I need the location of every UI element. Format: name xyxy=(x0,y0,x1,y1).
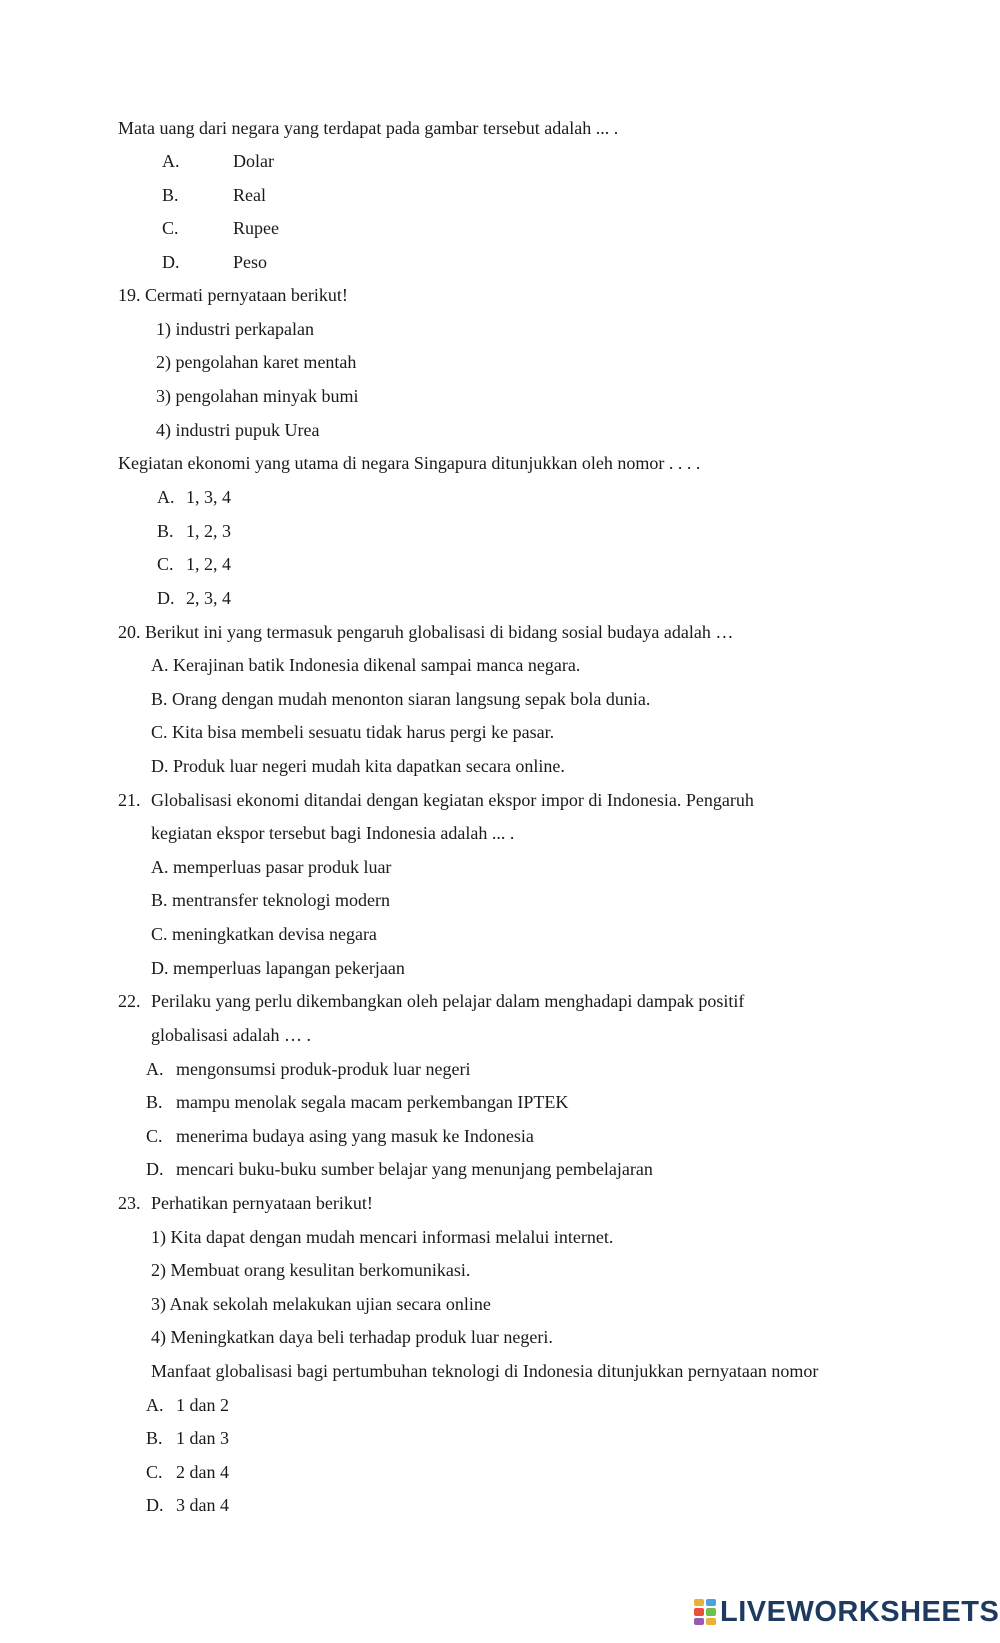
q18-option-c-text: Rupee xyxy=(233,218,279,238)
q19-statement-1: 1) industri perkapalan xyxy=(156,319,314,339)
q22-option-c-label: C. xyxy=(146,1126,163,1146)
logo-tile-5 xyxy=(694,1618,704,1625)
liveworksheets-logo-icon xyxy=(694,1599,716,1625)
q19-statement-3: 3) pengolahan minyak bumi xyxy=(156,386,359,406)
q19-statement-2: 2) pengolahan karet mentah xyxy=(156,352,357,372)
q23-statement-4: 4) Meningkatkan daya beli terhadap produk luar negeri. xyxy=(151,1327,553,1347)
q22-option-a-label: A. xyxy=(146,1059,164,1079)
q23-number: 23. xyxy=(118,1193,141,1213)
q23-option-a-label: A. xyxy=(146,1395,164,1415)
logo-tile-1 xyxy=(694,1599,704,1606)
q19-option-a-label: A. xyxy=(157,487,175,507)
q22-option-d-text: mencari buku-buku sumber belajar yang menunjang pembelajaran xyxy=(176,1159,653,1179)
logo-tile-3 xyxy=(694,1608,704,1615)
q22-number: 22. xyxy=(118,991,141,1011)
q19-option-a-text: 1, 3, 4 xyxy=(186,487,231,507)
q19-option-b-text: 1, 2, 3 xyxy=(186,521,231,541)
q18-option-a-text: Dolar xyxy=(233,151,274,171)
q18-option-c-label: C. xyxy=(162,218,179,238)
q18-option-a-label: A. xyxy=(162,151,180,171)
q23-option-b-label: B. xyxy=(146,1428,163,1448)
q19-prompt: Kegiatan ekonomi yang utama di negara Singapura ditunjukkan oleh nomor . . . . xyxy=(118,453,701,473)
q18-option-d-text: Peso xyxy=(233,252,268,272)
q20-option-b: B. Orang dengan mudah menonton siaran langsung sepak bola dunia. xyxy=(151,689,651,709)
q19-stem: 19. Cermati pernyataan berikut! xyxy=(118,285,348,305)
q21-stem-line1: Globalisasi ekonomi ditandai dengan kegiatan ekspor impor di Indonesia. Pengaruh xyxy=(151,790,754,810)
q22-option-d-label: D. xyxy=(146,1159,164,1179)
q22-option-b-label: B. xyxy=(146,1092,163,1112)
q19-option-c-text: 1, 2, 4 xyxy=(186,554,231,574)
q21-number: 21. xyxy=(118,790,141,810)
q21-option-d: D. memperluas lapangan pekerjaan xyxy=(151,958,405,978)
q20-option-a: A. Kerajinan batik Indonesia dikenal sampai manca negara. xyxy=(151,655,581,675)
q21-stem-line2: kegiatan ekspor tersebut bagi Indonesia adalah ... . xyxy=(151,823,515,843)
q23-statement-1: 1) Kita dapat dengan mudah mencari informasi melalui internet. xyxy=(151,1227,614,1247)
q20-option-c: C. Kita bisa membeli sesuatu tidak harus pergi ke pasar. xyxy=(151,722,555,742)
q18-option-d-label: D. xyxy=(162,252,180,272)
q22-option-c-text: menerima budaya asing yang masuk ke Indonesia xyxy=(176,1126,534,1146)
logo-tile-2 xyxy=(706,1599,716,1606)
q18-stem: Mata uang dari negara yang terdapat pada gambar tersebut adalah ... . xyxy=(118,118,619,138)
q19-statement-4: 4) industri pupuk Urea xyxy=(156,420,320,440)
q22-stem-line2: globalisasi adalah … . xyxy=(151,1025,311,1045)
q23-statement-2: 2) Membuat orang kesulitan berkomunikasi. xyxy=(151,1260,471,1280)
liveworksheets-logo-text: LIVEWORKSHEETS xyxy=(720,1595,1000,1628)
q23-option-d-text: 3 dan 4 xyxy=(176,1495,229,1515)
q23-option-b-text: 1 dan 3 xyxy=(176,1428,229,1448)
q23-prompt: Manfaat globalisasi bagi pertumbuhan teknologi di Indonesia ditunjukkan pernyataan nomor xyxy=(151,1361,819,1381)
logo-tile-6 xyxy=(706,1618,716,1625)
q19-option-d-text: 2, 3, 4 xyxy=(186,588,231,608)
q22-option-b-text: mampu menolak segala macam perkembangan IPTEK xyxy=(176,1092,569,1112)
q19-option-b-label: B. xyxy=(157,521,174,541)
q22-stem-line1: Perilaku yang perlu dikembangkan oleh pelajar dalam menghadapi dampak positif xyxy=(151,991,745,1011)
q23-option-a-text: 1 dan 2 xyxy=(176,1395,229,1415)
q20-stem: 20. Berikut ini yang termasuk pengaruh globalisasi di bidang sosial budaya adalah … xyxy=(118,622,734,642)
q23-option-c-label: C. xyxy=(146,1462,163,1482)
q21-option-a: A. memperluas pasar produk luar xyxy=(151,857,392,877)
q23-option-c-text: 2 dan 4 xyxy=(176,1462,229,1482)
q21-option-c: C. meningkatkan devisa negara xyxy=(151,924,377,944)
q19-option-d-label: D. xyxy=(157,588,175,608)
q21-option-b: B. mentransfer teknologi modern xyxy=(151,890,390,910)
liveworksheets-logo[interactable] xyxy=(694,1596,999,1628)
q23-stem: Perhatikan pernyataan berikut! xyxy=(151,1193,373,1213)
q22-option-a-text: mengonsumsi produk-produk luar negeri xyxy=(176,1059,471,1079)
q18-option-b-label: B. xyxy=(162,185,179,205)
q19-option-c-label: C. xyxy=(157,554,174,574)
q23-statement-3: 3) Anak sekolah melakukan ujian secara online xyxy=(151,1294,491,1314)
q20-option-d: D. Produk luar negeri mudah kita dapatkan secara online. xyxy=(151,756,565,776)
logo-tile-4 xyxy=(706,1608,716,1615)
q18-option-b-text: Real xyxy=(233,185,266,205)
q23-option-d-label: D. xyxy=(146,1495,164,1515)
